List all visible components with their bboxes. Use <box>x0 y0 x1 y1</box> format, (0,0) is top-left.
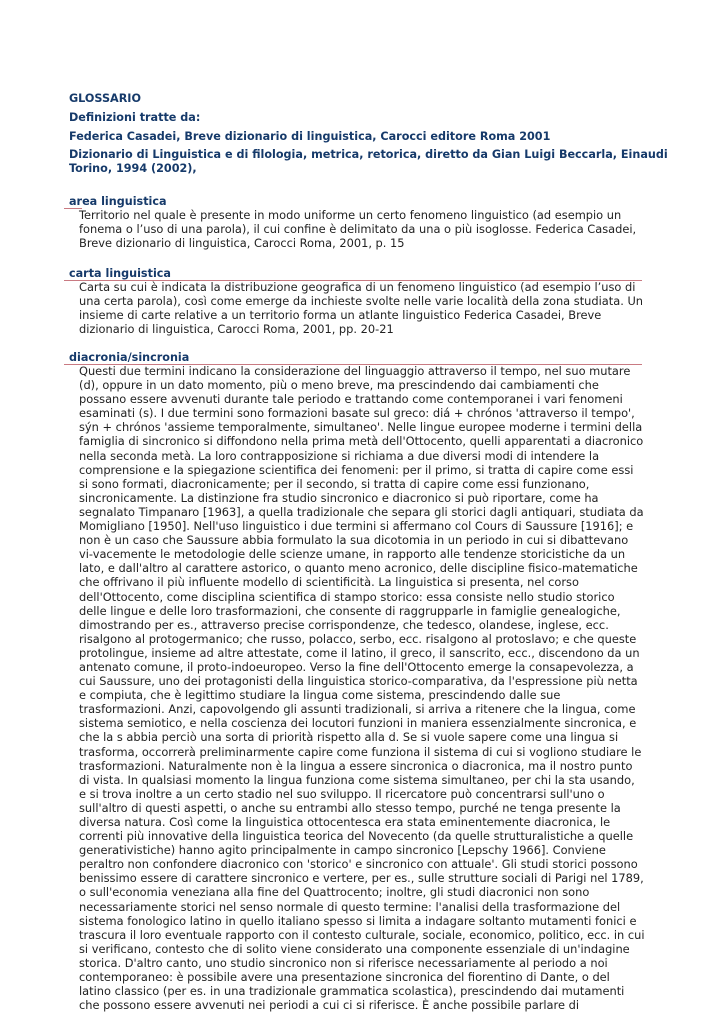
term-diacronia-sincronia: diacronia/sincronia <box>69 351 190 364</box>
glossary-header <box>69 92 669 181</box>
glossary-title: GLOSSARIO <box>69 92 141 105</box>
source-beccaria: Dizionario di Linguistica e di filologia, metrica, retorica, diretto da Gian Luigi Beccarla, Einaudi Torino, 1994 (2002), <box>69 148 668 176</box>
definition-diacronia-sincronia: Questi due termini indicano la considerazione del linguaggio attraverso il tempo, nel suo mutare (d), oppure in un dato momento, più o meno breve, ma prescindendo dai cambiamenti che possano essere avvenuti durante tale periodo e trattando come contemporanei i vari fenomeni esaminati (s). I due termini sono formazioni basate sul greco: diá + chrónos 'attraverso il tempo', sýn + chrónos 'assieme temporalmente, simultaneo'. Nelle lingue europee moderne i termini della famiglia di sincronico si diffondono nella prima metà dell'Ottocento, quelli apparentati a diacronico nella seconda metà. La loro contrapposizione si richiama a due diversi modi di intendere la comprensione e la spiegazione scientifica dei fenomeni: per il primo, si tratta di capire come essi si sono formati, diacronicamente; per il secondo, si tratta di capire come essi funzionano, sincronicamente. La distinzione fra studio sincronico e diacronico si può riportare, come ha segnalato Timpanaro [1963], a quella tradizionale che separa gli storici dagli antiquari, studiata da Momigliano [1950]. Nell'uso linguistico i due termini si affermano col Cours di Saussure [1916]; e non è un caso che Saussure abbia formulato la sua dicotomia in un periodo in cui si dibattevano vi-vacemente le metodologie delle scienze umane, in rapporto alle tendenze storicistiche da un lato, e dall'altro al carattere astorico, o quanto meno acronico, delle discipline fisico-matematiche che offrivano il più influente modello di scientificità. La linguistica si presenta, nel corso dell'Ottocento, come disciplina scientifica di stampo storico: essa consiste nello studio storico delle lingue e delle loro trasformazioni, che consente di raggrupparle in famiglie genealogiche, dimostrando per es., attraverso precise corrispondenze, che tedesco, olandese, inglese, ecc. risalgono al protogermanico; che russo, polacco, serbo, ecc. risalgono al protoslavo; e che queste protolingue, insieme ad altre attestate, come il latino, il greco, il sanscrito, ecc., discendono da un antenato comune, il proto-indoeuropeo. Verso la fine dell'Ottocento emerge la consapevolezza, a cui Saussure, uno dei protagonisti della linguistica storico-comparativa, da l'espressione più netta e compiuta, che è legittimo studiare la lingua come sistema, prescindendo dalle sue trasformazioni. Anzi, capovolgendo gli assunti tradizionali, si arriva a ritenere che la lingua, come sistema semiotico, e nella coscienza dei locutori funzioni in maniera essenzialmente sincronica, e che la s abbia perciò una sorta di priorità rispetto alla d. Se si vuole sapere come una lingua si trasforma, occorrerà preliminarmente capire come funziona il sistema di cui si vogliono studiare le trasformazioni. Naturalmente non è la lingua a essere sincronica o diacronica, ma il nostro punto di vista. In qualsiasi momento la lingua funziona come sistema simultaneo, per chi la sta usando, e si trova inoltre a un certo stadio nel suo sviluppo. Il ricercatore può concentrarsi sull'uno o sull'altro di questi aspetti, o anche su entrambi allo stesso tempo, purché ne tenga presente la diversa natura. Così come la linguistica ottocentesca era stata eminentemente diacronica, le correnti più innovative della linguistica teorica del Novecento (da quelle strutturalistiche a quelle generativistiche) hanno agito principalmente in campo sincronico [Lepschy 1966]. Conviene peraltro non confondere diacronico con 'storico' e sincronico con attuale'. Gli studi storici possono benissimo essere di carattere sincronico e vertere, per es., sulle strutture sociali di Parigi nel 1789, o sull'economia veneziana alla fine del Quattrocento; inoltre, gli studi diacronici non sono necessariamente storici nel senso normale di questo termine: l'analisi della trasformazione del sistema fonologico latino in quello italiano spesso si limita a indagare soltanto mutamenti fonici e trascura il loro eventuale rapporto con il contesto culturale, sociale, economico, politico, ecc. in cui si verificano, contesto che di solito viene considerato una componente essenziale di un'indagine storica. D'altro canto, uno studio sincronico non si riferisce necessariamente al periodo a noi contemporaneo: è possibile avere una presentazione sincronica del fiorentino di Dante, o del latino classico (per es. in una tradizionale grammatica scolastica), prescindendo dai mutamenti che possono essere avvenuti nei periodi a cui ci si riferisce. È anche possibile parlare di <box>79 364 645 1013</box>
source-casadei: Federica Casadei, Breve dizionario di linguistica, Carocci editore Roma 2001 <box>69 129 551 143</box>
definition-area-linguistica: Territorio nel quale è presente in modo uniforme un certo fenomeno linguistico (ad esempio un fonema o l’uso di una parola), il cui confine è delimitato da una o più isoglosse. Federica Casadei, Breve dizionario di linguistica, Carocci Roma, 2001, p. 15 <box>79 208 637 251</box>
sources-intro: Definizioni tratte da: <box>69 110 201 124</box>
definition-carta-linguistica: Carta su cui è indicata la distribuzione geografica di un fenomeno linguistico (ad esempio l’uso di una certa parola), così come emerge da inchieste svolte nelle varie località della zona studiata. Un insieme di carte relative a un territorio forma un atlante linguistico Federica Casadei, Breve dizionario di linguistica, Carocci Roma, 2001, pp. 20-21 <box>79 280 643 337</box>
term-carta-linguistica: carta linguistica <box>69 267 171 280</box>
term-area-linguistica: area linguistica <box>69 195 167 208</box>
